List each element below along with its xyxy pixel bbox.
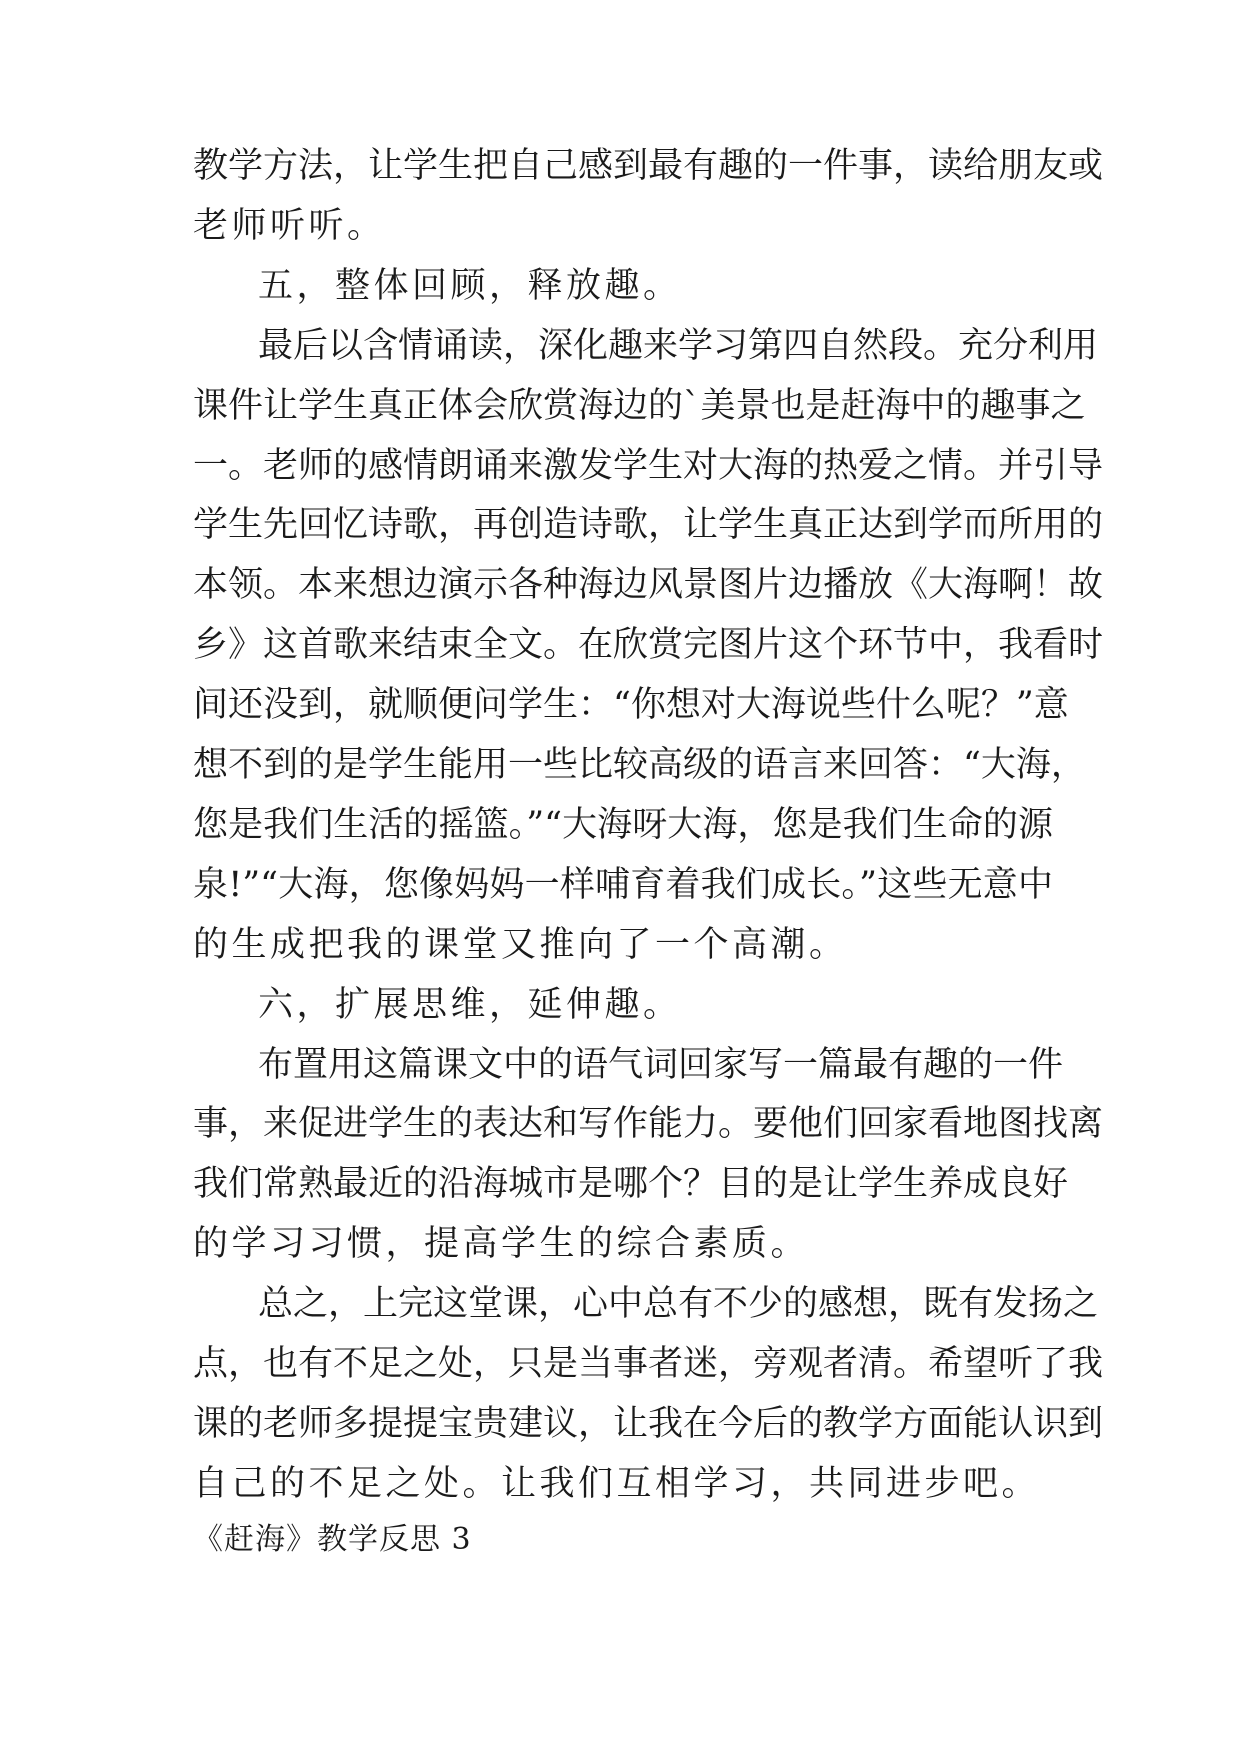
paragraph-line: 想不到的是学生能用一些比较高级的语言来回答：“大海， <box>193 745 1086 785</box>
paragraph-line: 布置用这篇课文中的语气词回家写一篇最有趣的一件 <box>258 1045 1064 1085</box>
paragraph-line: 您是我们生活的摇篮。”“大海呀大海，您是我们生命的源 <box>193 805 1053 845</box>
paragraph-line: 课件让学生真正体会欣赏海边的`美景也是赶海中的趣事之 <box>193 386 1086 426</box>
paragraph-line: 老师听听。 <box>193 206 386 246</box>
paragraph-line: 一。老师的感情朗诵来激发学生对大海的热爱之情。并引导 <box>193 446 1104 486</box>
paragraph-line: 泉!”“大海，您像妈妈一样哺育着我们成长。”这些无意中 <box>193 865 1053 905</box>
paragraph-line: 的生成把我的课堂又推向了一个高潮。 <box>193 925 848 965</box>
paragraph-line: 课的老师多提提宝贵建议，让我在今后的教学方面能认识到 <box>193 1404 1104 1444</box>
paragraph-line: 学生先回忆诗歌，再创造诗歌，让学生真正达到学而所用的 <box>193 505 1104 545</box>
paragraph-line: 总之，上完这堂课，心中总有不少的感想，既有发扬之 <box>258 1284 1099 1324</box>
paragraph-line: 我们常熟最近的沿海城市是哪个？目的是让学生养成良好 <box>193 1164 1069 1204</box>
paragraph-line: 的学习习惯，提高学生的综合素质。 <box>193 1224 810 1264</box>
section-title: 《赶海》教学反思 3 <box>193 1522 472 1557</box>
paragraph-line: 乡》这首歌来结束全文。在欣赏完图片这个环节中，我看时 <box>193 625 1104 665</box>
section-heading: 六，扩展思维，延伸趣。 <box>258 985 682 1025</box>
section-heading: 五，整体回顾，释放趣。 <box>258 266 682 306</box>
paragraph-line: 本领。本来想边演示各种海边风景图片边播放《大海啊！故 <box>193 565 1104 605</box>
paragraph-line: 自己的不足之处。让我们互相学习，共同进步吧。 <box>193 1464 1041 1504</box>
paragraph-line: 事，来促进学生的表达和写作能力。要他们回家看地图找离 <box>193 1104 1104 1144</box>
paragraph-line: 点，也有不足之处，只是当事者迷，旁观者清。希望听了我 <box>193 1344 1104 1384</box>
paragraph-line: 最后以含情诵读，深化趣来学习第四自然段。充分利用 <box>258 326 1099 366</box>
paragraph-line: 间还没到，就顺便问学生：“你想对大海说些什么呢？”意 <box>193 685 1069 725</box>
paragraph-line: 教学方法，让学生把自己感到最有趣的一件事，读给朋友或 <box>193 146 1104 186</box>
